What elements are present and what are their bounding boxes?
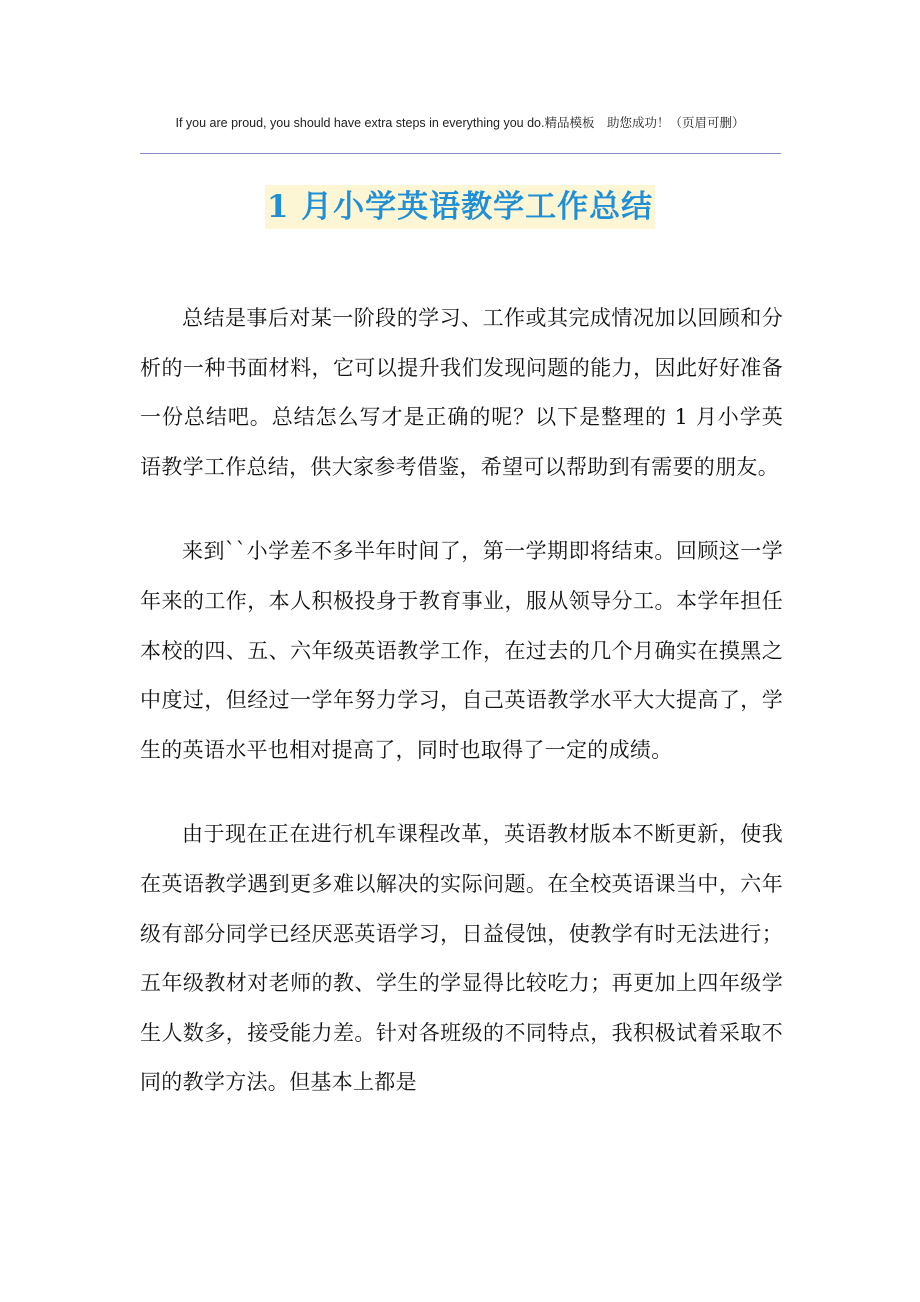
document-title-block: [0, 185, 920, 229]
paragraph-problems: 由于现在正在进行机车课程改革，英语教材版本不断更新，使我在英语教学遇到更多难以解决的实际问题。在全校英语课当中，六年级有部分同学已经厌恶英语学习，日益侵蚀，使教学有时无法进行；五年级教材对老师的教、学生的学显得比较吃力；再更加上四年级学生人数多，接受能力差。针对各班级的不同特点，我积极试着采取不同的教学方法。但基本上都是: [140, 822, 783, 1095]
header-divider: [140, 153, 781, 154]
document-body: [140, 294, 783, 1143]
page-header: If you are proud, you should have extra steps in everything you do.精品模板 助您成功！（页眉可删）: [175, 116, 745, 130]
document-title: 1 月小学英语教学工作总结: [265, 185, 655, 229]
paragraph-review: 来到``小学差不多半年时间了，第一学期即将结束。回顾这一学年来的工作，本人积极投身于教育事业，服从领导分工。本学年担任本校的四、五、六年级英语教学工作，在过去的几个月确实在摸黑之中度过，但经过一学年努力学习，自己英语教学水平大大提高了，学生的英语水平也相对提高了，同时也取得了一定的成绩。: [140, 539, 783, 762]
paragraph-intro: 总结是事后对某一阶段的学习、工作或其完成情况加以回顾和分析的一种书面材料，它可以提升我们发现问题的能力，因此好好准备一份总结吧。总结怎么写才是正确的呢？以下是整理的 1 月小学英语教学工作总结，供大家参考借鉴，希望可以帮助到有需要的朋友。: [140, 306, 783, 479]
